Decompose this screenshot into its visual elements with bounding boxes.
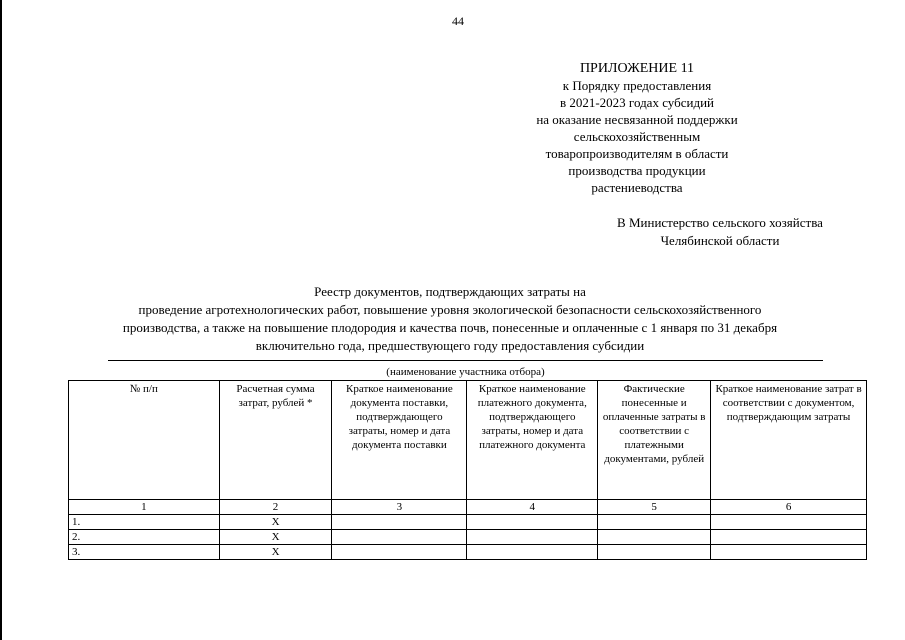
header-cell: Расчетная сумма затрат, рублей * [219,381,332,500]
table-row [69,515,867,530]
table-cell [598,545,711,560]
participant-caption: (наименование участника отбора) [386,366,545,378]
appendix-line: на оказание несвязанной поддержки [536,112,738,127]
table-cell: X [219,515,332,530]
column-number: 3 [332,500,467,515]
table-cell [332,545,467,560]
appendix-line: в 2021-2023 годах субсидий [559,95,715,110]
document-title [40,283,860,355]
table-cell [332,515,467,530]
table-cell [467,545,598,560]
header-cell: Краткое наименование платежного документа, подтверждающего затраты, номер и дата платежного документа [467,381,598,500]
table-cell [598,530,711,545]
column-number: 1 [69,500,220,515]
row-number-cell: 2. [69,530,220,545]
header-cell: Краткое наименование затрат в соответствии с документом, подтверждающим затраты [711,381,867,500]
participant-fill-line [108,360,823,361]
addressee-block [560,214,880,250]
title-line: Реестр документов, подтверждающих затраты на [314,284,586,299]
addressee-line: Челябинской области [660,233,780,248]
addressee-line: В Министерство сельского хозяйства [617,215,823,230]
table-row [69,530,867,545]
appendix-line: к Порядку предоставления [562,78,712,93]
table-cell: X [219,545,332,560]
row-number-cell: 3. [69,545,220,560]
table-header-row [69,381,867,500]
header-cell: Краткое наименование документа поставки, подтверждающего затраты, номер и дата документа поставки [332,381,467,500]
appendix-block [487,60,787,196]
page-number: 44 [452,14,464,28]
column-number: 2 [219,500,332,515]
row-number-cell: 1. [69,515,220,530]
table-cell: X [219,530,332,545]
appendix-line: товаропроизводителям в области [545,146,729,161]
title-line: проведение агротехнологических работ, повышение уровня экологической безопасности сельскохозяйственного [138,302,762,317]
header-cell: № п/п [69,381,220,500]
table-cell [332,530,467,545]
appendix-heading: ПРИЛОЖЕНИЕ 11 [579,61,695,76]
appendix-line: производства продукции [568,163,706,178]
table-cell [598,515,711,530]
table-row [69,545,867,560]
column-number-row [69,500,867,515]
title-line: производства, а также на повышение плодородия и качества почв, понесенные и оплаченные с 1 января по 31 декабря [122,320,778,335]
page-left-border [0,0,2,640]
title-line: включительно года, предшествующего году предоставления субсидии [255,338,645,353]
column-number: 5 [598,500,711,515]
column-number: 6 [711,500,867,515]
table-cell [467,530,598,545]
table-cell [711,545,867,560]
table-cell [467,515,598,530]
registry-table [68,380,867,560]
header-cell: Фактические понесенные и оплаченные затраты в соответствии с платежными документами, рублей [598,381,711,500]
appendix-line: растениеводства [591,180,683,195]
table-cell [711,515,867,530]
appendix-line: сельскохозяйственным [573,129,701,144]
column-number: 4 [467,500,598,515]
table-cell [711,530,867,545]
